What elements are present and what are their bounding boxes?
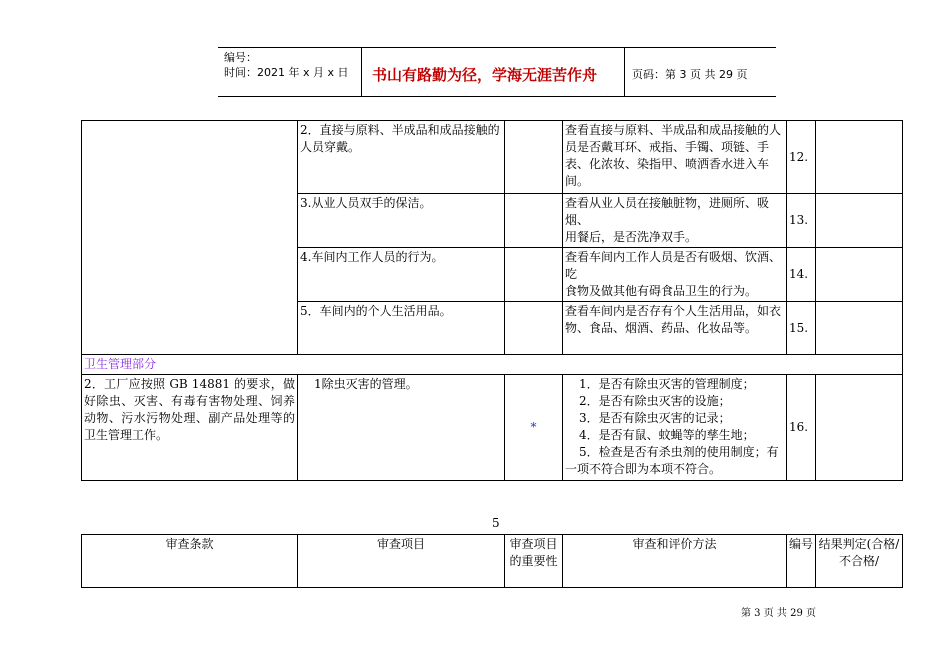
number-cell: 14. xyxy=(787,248,816,302)
number-cell: 15. xyxy=(787,302,816,355)
importance-cell xyxy=(505,194,563,248)
section-title: 卫生管理部分 xyxy=(82,355,903,375)
result-cell xyxy=(816,248,903,302)
number-header: 编号 xyxy=(787,535,816,588)
method-line: 1．是否有除虫灭害的管理制度； xyxy=(579,377,755,391)
header-divider-1 xyxy=(361,47,362,97)
item-cell: 4.车间内工作人员的行为。 xyxy=(298,248,505,302)
method-cell: 查看直接与原料、半成品和成品接触的人员是否戴耳环、戒指、手镯、项链、手表、化浓妆、染指甲、喷洒香水进入车间。 xyxy=(563,121,787,194)
motto: 书山有路勤为径，学海无涯苦作舟 xyxy=(372,66,598,84)
clause-cell xyxy=(82,121,298,355)
header-meta xyxy=(224,50,349,80)
result-cell xyxy=(816,194,903,248)
importance-cell xyxy=(505,302,563,355)
number-cell: 12. xyxy=(787,121,816,194)
method-line: 2．是否有除虫灭害的设施； xyxy=(579,394,731,408)
method-cell xyxy=(563,375,787,481)
header-row xyxy=(82,535,903,588)
method-header: 审查和评价方法 xyxy=(563,535,787,588)
result-cell xyxy=(816,375,903,481)
item-cell: 5．车间内的个人生活用品。 xyxy=(298,302,505,355)
method-cell: 查看车间内工作人员是否有吸烟、饮酒、吃 食物及做其他有碍食品卫生的行为。 xyxy=(563,248,787,302)
section-row xyxy=(82,355,903,375)
header-bottom-rule xyxy=(218,96,776,97)
result-cell xyxy=(816,302,903,355)
method-cell: 查看从业人员在接触脏物，进厕所、吸烟、 用餐后，是否洗净双手。 xyxy=(563,194,787,248)
clause-header: 审查条款 xyxy=(82,535,298,588)
page-number: 5 xyxy=(492,516,500,530)
page-info: 页码：第 3 页 共 29 页 xyxy=(632,68,748,81)
item-header: 审查项目 xyxy=(298,535,505,588)
method-line: 5．检查是否有杀虫剂的使用制度；有一项不符合即为本项不符合。 xyxy=(565,445,779,476)
next-page-header-table xyxy=(81,534,903,588)
importance-cell xyxy=(505,248,563,302)
inspection-table xyxy=(81,120,903,481)
method-cell: 查看车间内是否存有个人生活用品，如衣物、食品、烟酒、药品、化妆品等。 xyxy=(563,302,787,355)
result-cell xyxy=(816,121,903,194)
page-footer: 第 3 页 共 29 页 xyxy=(741,608,816,619)
clause-cell: 2．工厂应按照 GB 14881 的要求，做好除虫、灭害、有毒有害物处理、饲养动物、污水污物处理、副产品处理等的卫生管理工作。 xyxy=(82,375,298,481)
method-line: 4．是否有鼠、蚊蝇等的孳生地； xyxy=(579,428,755,442)
header-top-rule xyxy=(218,47,776,48)
importance-star: * xyxy=(505,375,563,481)
item-cell: 2．直接与原料、半成品和成品接触的人员穿戴。 xyxy=(298,121,505,194)
item-cell: 1除虫灭害的管理。 xyxy=(298,375,505,481)
table-row xyxy=(82,375,903,481)
header-divider-2 xyxy=(624,47,625,97)
number-cell: 16. xyxy=(787,375,816,481)
table-row xyxy=(82,121,903,194)
importance-header: 审查项目的重要性 xyxy=(505,535,563,588)
number-cell: 13. xyxy=(787,194,816,248)
item-cell: 3.从业人员双手的保洁。 xyxy=(298,194,505,248)
number-label: 编号： xyxy=(224,51,257,64)
result-header: 结果判定(合格/不合格/ xyxy=(816,535,903,588)
importance-cell xyxy=(505,121,563,194)
time-label: 时间：2021 年 x 月 x 日 xyxy=(224,66,349,79)
method-line: 3．是否有除虫灭害的记录； xyxy=(579,411,731,425)
